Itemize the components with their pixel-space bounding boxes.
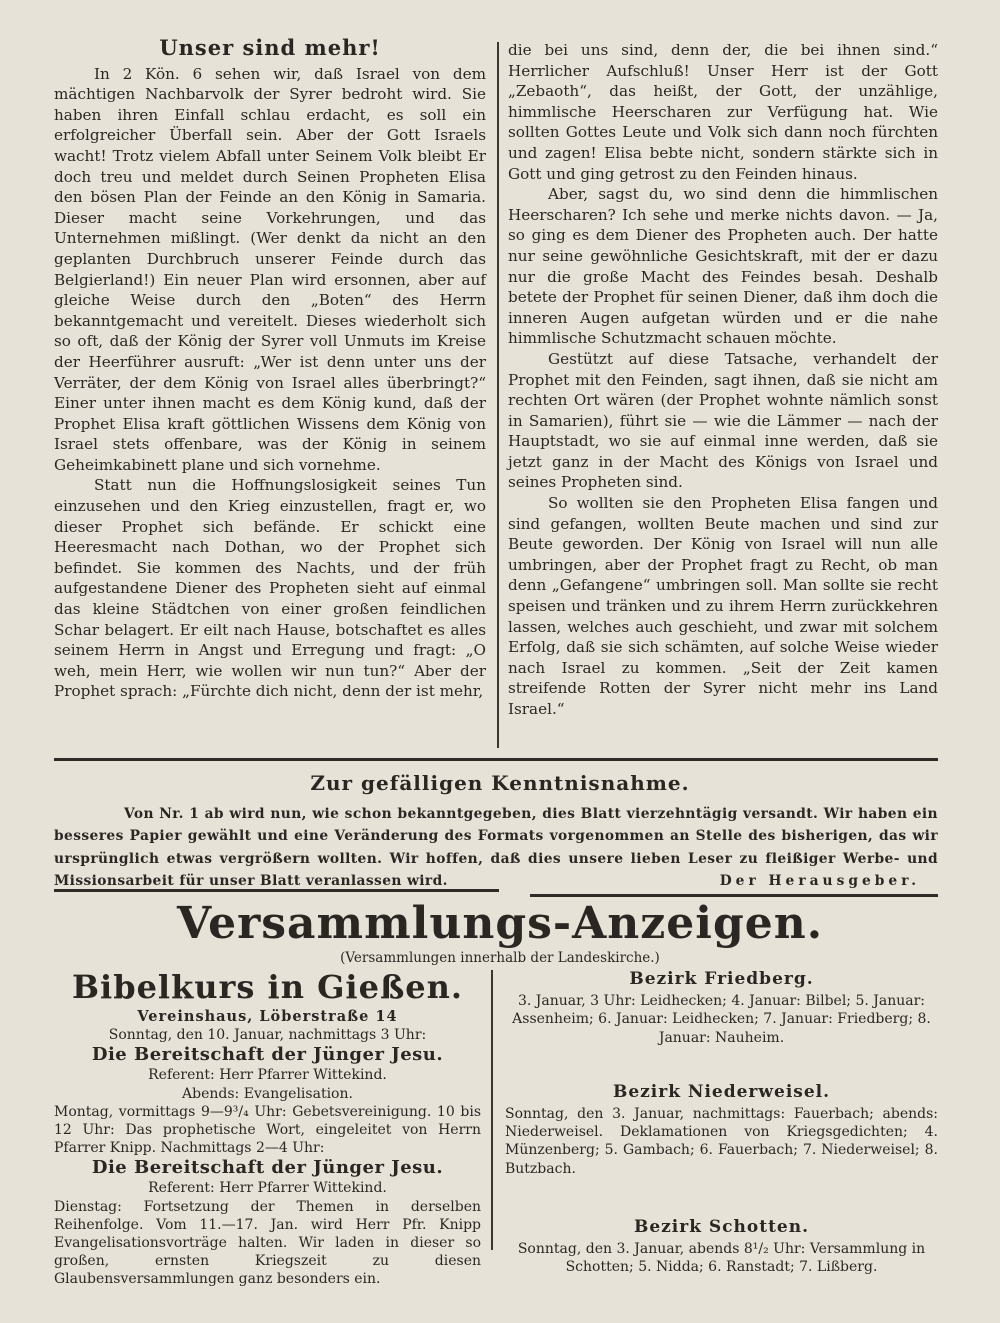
- district-title: Bezirk Schotten.: [633, 1216, 810, 1237]
- bibelkurs-closing: Dienstag: Fortsetzung der Themen in derselben Reihenfolge. Vom 11.—17. Jan. wird Herr Pfr. Knipp Evangelisationsvorträge halten. Wir laden in dieser so großen, ernsten Kriegszeit zu diesen Glaubensversammlungen ganz besonders ein.: [54, 1198, 481, 1288]
- district-text: 3. Januar, 3 Uhr: Leidhecken; 4. Januar: Bilbel; 5. Januar: Assenheim; 6. Januar: Leidhecken; 7. Januar: Friedberg; 8. Januar: Nauheim.: [512, 993, 931, 1046]
- article-right-column: [508, 40, 938, 720]
- bibelkurs-sunday: Sonntag, den 10. Januar, nachmittags 3 Uhr:: [108, 1027, 427, 1044]
- districts-block: [505, 970, 938, 1276]
- bibelkurs-title: Bibelkurs in Gießen.: [71, 968, 464, 1006]
- article-paragraph: So wollten sie den Propheten Elisa fangen und sind gefangen, wollten Beute machen und sind zur Beute geworden. Der König von Israel will nun alle umbringen, aber der Prophet fragt zu Recht, ob man denn „Gefangene“ umbringen soll. Man sollte sie recht speisen und tränken und zu ihrem Herrn zurückkehren lassen, welches auch geschieht, und zwar mit solchem Erfolg, daß sie sich schämten, auf solche Weise wieder nach Israel zu kommen. „Seit der Zeit kamen streifende Rotten der Syrer nicht mehr ins Land Israel.“: [508, 494, 938, 718]
- district-text: Sonntag, den 3. Januar, nachmittags: Fauerbach; abends: Niederweisel. Deklamationen von Kriegsgedichten; 4. Münzenberg; 5. Gambach; 6. Fauerbach; 7. Niederweisel; 8. Butzbach.: [505, 1106, 938, 1177]
- article-paragraph: Aber, sagst du, wo sind denn die himmlischen Heerscharen? Ich sehe und merke nichts davon. — Ja, so ging es dem Diener des Propheten auch. Der hatte nur seine gewöhnliche Gesichtskraft, mit der er dazu nur die große Macht des Feindes besah. Deshalb betete der Prophet für seinen Diener, daß ihm doch die inneren Augen aufgetan würden und er die nahe himmlische Schutzmacht schauen möchte.: [508, 185, 938, 348]
- article-paragraph: Gestützt auf diese Tatsache, verhandelt der Prophet mit den Feinden, sagt ihnen, daß sie nicht am rechten Ort wären (der Prophet wohnte nämlich sonst in Samarien), führt sie — wie die Lämmer — nach der Hauptstadt, wo sie auf einmal inne werden, daß sie jetzt ganz in der Macht des Königs von Israel und seines Propheten sind.: [508, 349, 938, 492]
- bibelkurs-monday: Montag, vormittags 9—9³/₄ Uhr: Gebetsvereinigung. 10 bis 12 Uhr: Das prophetische Wort, eingeleitet von Herrn Pfarrer Knipp. Nachmittags 2—4 Uhr:: [54, 1103, 481, 1157]
- bibelkurs-evening: Abends: Evangelisation.: [182, 1085, 353, 1102]
- announcements-title: Versammlungs-Anzeigen.: [176, 898, 824, 949]
- article-title: Unser sind mehr!: [159, 35, 381, 60]
- article-paragraph: die bei uns sind, denn der, die bei ihnen sind.“ Herrlicher Aufschluß! Unser Herr ist der Gott „Zebaoth“, das heißt, der Gott, der unzählige, himmlische Heerscharen zur Verfügung hat. Wie sollten Gottes Leute und Volk sich dann noch fürchten und zagen! Elisa bebte nicht, sondern stärkte sich in Gott und ging getrost zu den Feinden hinaus.: [508, 41, 938, 183]
- notice-body: [54, 803, 938, 893]
- bibelkurs-referent: Referent: Herr Pfarrer Wittekind.: [148, 1180, 387, 1197]
- district-title: Bezirk Friedberg.: [629, 969, 814, 989]
- bibelkurs-theme: Die Bereitschaft der Jünger Jesu.: [91, 1157, 444, 1179]
- bibelkurs-venue: Vereinshaus, Löberstraße 14: [137, 1008, 398, 1025]
- bibelkurs-referent: Referent: Herr Pfarrer Wittekind.: [148, 1067, 387, 1084]
- column-divider: [491, 970, 493, 1250]
- article-paragraph: In 2 Kön. 6 sehen wir, daß Israel von dem mächtigen Nachbarvolk der Syrer bedroht wird. Sie haben ihren Einfall schlau erdacht, es soll ein erfolgreicher Überfall sein. Aber der Gott Israels wacht! Trotz vielem Abfall unter Seinem Volk bleibt Er doch treu und meldet durch Seinen Propheten Elisa den bösen Plan der Feinde an den König in Samaria. Dieser macht seine Vorkehrungen, und das Unternehmen mißlingt. (Wer denkt da nicht an den geplanten Durchbruch unserer Feinde durch das Belgierland!) Ein neuer Plan wird ersonnen, aber auf gleiche Weise durch den „Boten“ des Herrn bekanntgemacht und vereitelt. Dieses wiederholt sich so oft, daß der König der Syrer voll Unmuts im Kreise der Heerführer ausruft: „Wer ist denn unter uns der Verräter, der dem König von Israel alles überbringt?“ Einer unter ihnen macht es dem König kund, daß der Prophet Elisa kraft göttlichen Wissens dem König von Israel stets offenbare, was der König in seinem Geheimkabinett plane und sich vornehme.: [54, 64, 486, 474]
- district-title: Bezirk Niederweisel.: [612, 1081, 831, 1102]
- notice-text: Von Nr. 1 ab wird nun, wie schon bekanntgegeben, dies Blatt vierzehntägig versandt. Wir haben ein besseres Papier gewählt und eine Veränderung des Formats vorgenommen an Stelle des bisherigen, das wir ursprünglich etwas vergrößern wollten. Wir hoffen, daß dies unsere lieben Leser zu fleißiger Werbe- und Missionsarbeit für unser Blatt veranlassen wird.: [54, 806, 938, 890]
- district-text: Sonntag, den 3. Januar, abends 8¹/₂ Uhr: Versammlung in Schotten; 5. Nidda; 6. Ranstadt; 7. Lißberg.: [517, 1241, 926, 1276]
- article-paragraph: Statt nun die Hoffnungslosigkeit seines Tun einzusehen und den Krieg einzustellen, fragt er, wo dieser Prophet sich befände. Er schickt eine Heeresmacht nach Dothan, wo der Prophet sich befindet. Sie kommen des Nachts, und der früh aufgestandene Diener des Propheten sieht auf einmal das kleine Städtchen von einer großen feindlichen Schar belagert. Er eilt nach Hause, botschaftet es alles seinem Herrn in Angst und Erregung und fragt: „O weh, mein Herr, wie wollen wir nun tun?“ Aber der Prophet sprach: „Fürchte dich nicht, denn der ist mehr,: [54, 476, 486, 701]
- bibelkurs-block: [54, 967, 481, 1289]
- notice-title: Zur gefälligen Kenntnisnahme.: [310, 771, 690, 795]
- announcements-subtitle: (Versammlungen innerhalb der Landeskirche.): [340, 950, 660, 966]
- article-left-column: [54, 35, 486, 702]
- bibelkurs-theme: Die Bereitschaft der Jünger Jesu.: [91, 1044, 444, 1066]
- section-divider: [54, 889, 499, 892]
- section-divider: [54, 758, 938, 761]
- column-divider: [497, 42, 499, 748]
- notice-signature: Der Herausgeber.: [719, 873, 920, 890]
